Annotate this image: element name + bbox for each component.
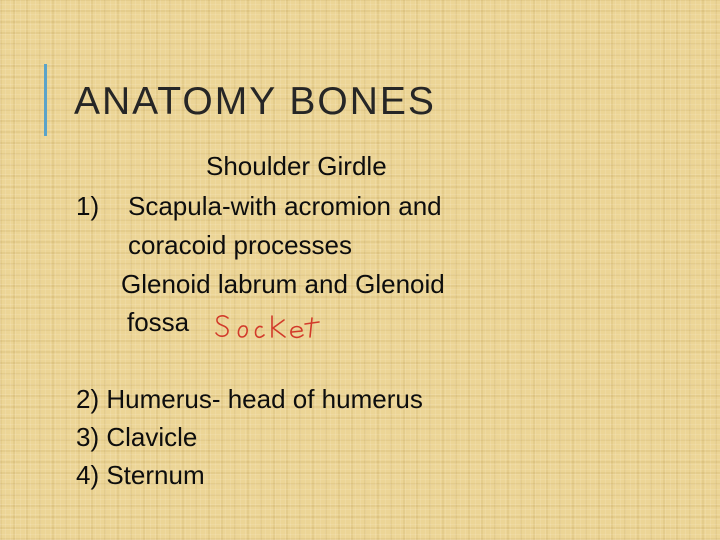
section-heading: Shoulder Girdle [206, 151, 387, 181]
title-accent-bar [44, 64, 47, 136]
list-item-4: 4) Sternum [76, 460, 205, 490]
list-item-1-continuation-3: fossa [127, 307, 190, 337]
slide-title: ANATOMY BONES [74, 80, 436, 123]
list-item-3: 3) Clavicle [76, 422, 198, 452]
list-item-1-continuation-1: coracoid processes [128, 230, 352, 260]
list-item-2: 2) Humerus- head of humerus [76, 384, 423, 414]
list-item-1-text: Scapula-with acromion and [128, 191, 442, 221]
list-item-1-continuation-2: Glenoid labrum and Glenoid [121, 269, 445, 299]
handwritten-annotation-socket [214, 311, 334, 341]
list-item-1-number: 1) [76, 191, 100, 221]
